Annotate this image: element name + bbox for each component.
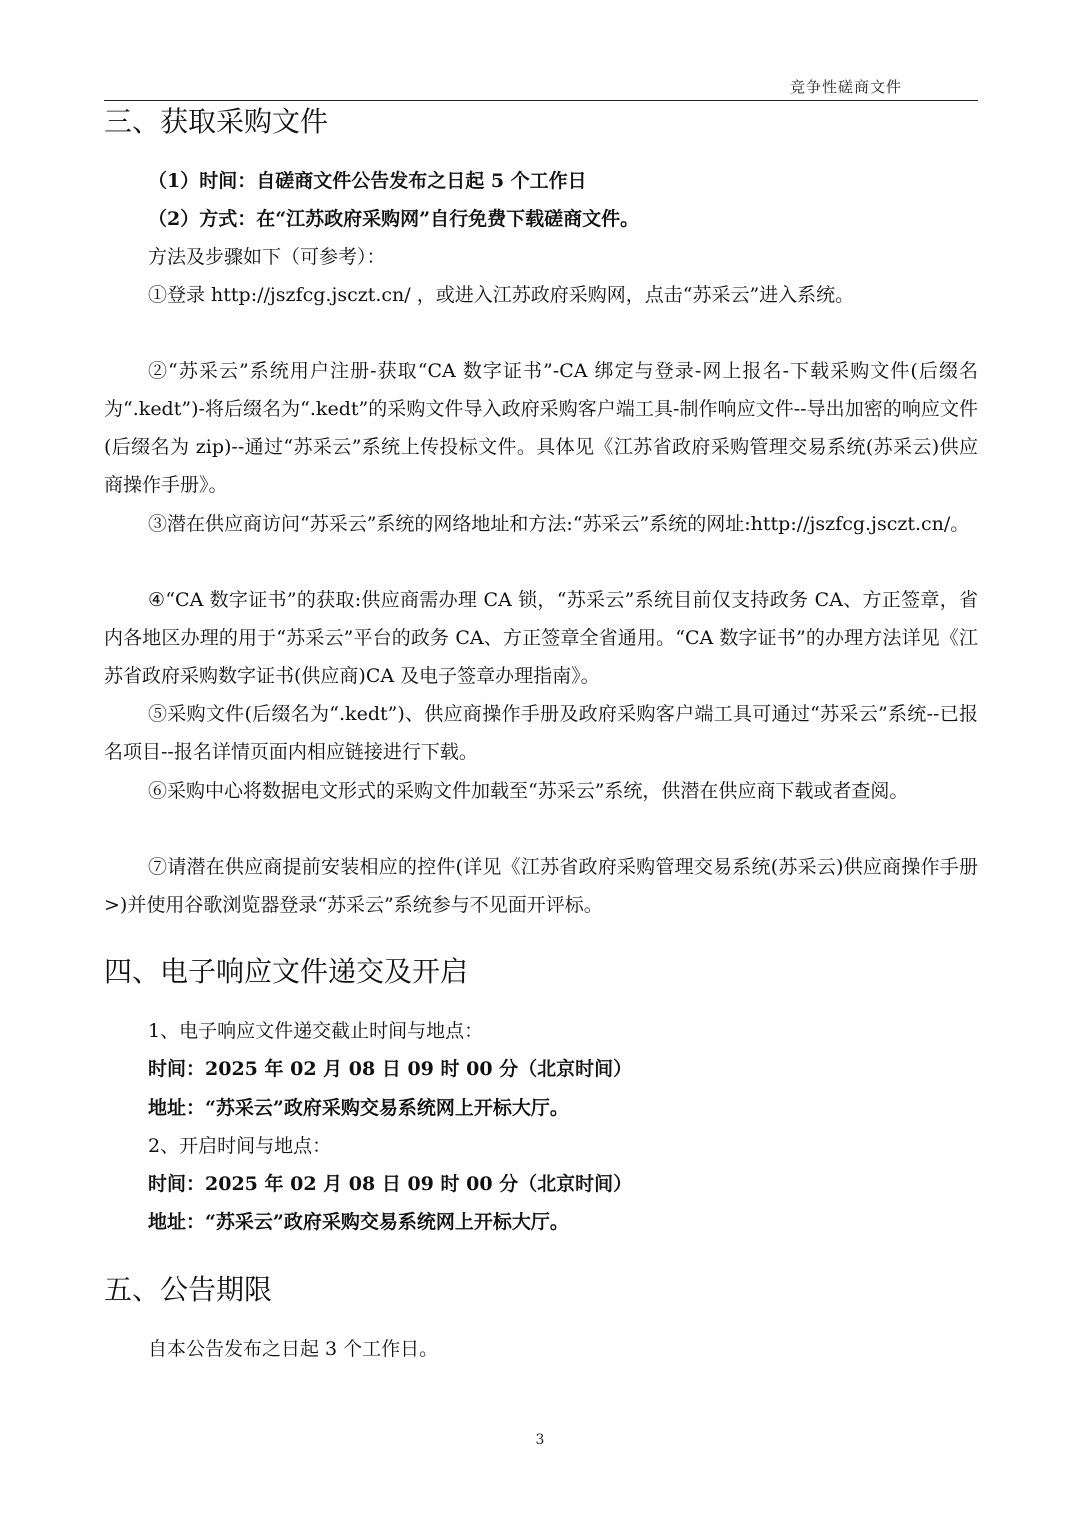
section-3-method: （2）方式：在“江苏政府采购网”自行免费下载磋商文件。 xyxy=(148,208,640,230)
submit-time: 时间：2025 年 02 月 08 日 09 时 00 分（北京时间） xyxy=(148,1058,633,1080)
section-3-steps-intro: 方法及步骤如下（可参考）： xyxy=(148,246,386,268)
step-6: ⑥采购中心将数据电文形式的采购文件加载至“苏采云”系统，供潜在供应商下载或者查阅。 xyxy=(148,780,909,802)
submit-label: 1、电子响应文件递交截止时间与地点： xyxy=(148,1020,484,1042)
header-rule xyxy=(104,100,978,101)
submit-address: 地址：“苏采云”政府采购交易系统网上开标大厅。 xyxy=(148,1097,569,1119)
step-4: ④“CA 数字证书”的获取:供应商需办理 CA 锁，“苏采云”系统目前仅支持政务 CA、方正签章，省内各地区办理的用于“苏采云”平台的政务 CA、方正签章全省通用。“CA 数字证书”的办理方法详见《江苏省政府采购数字证书(供应商)CA 及电子签章办理指南》。 xyxy=(104,589,978,687)
step-1: ①登录 http://jszfcg.jsczt.cn/ ，或进入江苏政府采购网，点击“苏采云”进入系统。 xyxy=(148,284,855,306)
step-3: ③潜在供应商访问“苏采云”系统的网络地址和方法:“苏采云”系统的网址:http://jszfcg.jsczt.cn/。 xyxy=(148,513,970,535)
step-5: ⑤采购文件(后缀名为“.kedt”)、供应商操作手册及政府采购客户端工具可通过“苏采云”系统--已报名项目--报名详情页面内相应链接进行下载。 xyxy=(104,703,978,763)
section-5-heading: 五、公告期限 xyxy=(104,1273,273,1306)
page-number: 3 xyxy=(535,1432,545,1448)
open-time: 时间：2025 年 02 月 08 日 09 时 00 分（北京时间） xyxy=(148,1173,633,1195)
step-7: ⑦请潜在供应商提前安装相应的控件(详见《江苏省政府采购管理交易系统(苏采云)供应商操作手册>)并使用谷歌浏览器登录“苏采云”系统参与不见面开评标。 xyxy=(104,856,978,916)
header-title: 竞争性磋商文件 xyxy=(789,78,902,96)
open-address: 地址：“苏采云”政府采购交易系统网上开标大厅。 xyxy=(148,1211,569,1233)
open-label: 2、开启时间与地点： xyxy=(148,1135,332,1157)
section-4-heading: 四、电子响应文件递交及开启 xyxy=(104,955,469,988)
section-5-text: 自本公告发布之日起 3 个工作日。 xyxy=(148,1338,439,1360)
section-3-heading: 三、获取采购文件 xyxy=(104,105,329,138)
step-2: ②“苏采云”系统用户注册-获取“CA 数字证书”-CA 绑定与登录-网上报名-下载采购文件(后缀名为“.kedt”)-将后缀名为“.kedt”的采购文件导入政府采购客户端工具-制作响应文件--导出加密的响应文件(后缀名为 zip)--通过“苏采云”系统上传投标文件。具体见《江苏省政府采购管理交易系统(苏采云)供应商操作手册》。 xyxy=(104,360,978,496)
section-3-time: （1）时间：自磋商文件公告发布之日起 5 个工作日 xyxy=(148,170,587,192)
